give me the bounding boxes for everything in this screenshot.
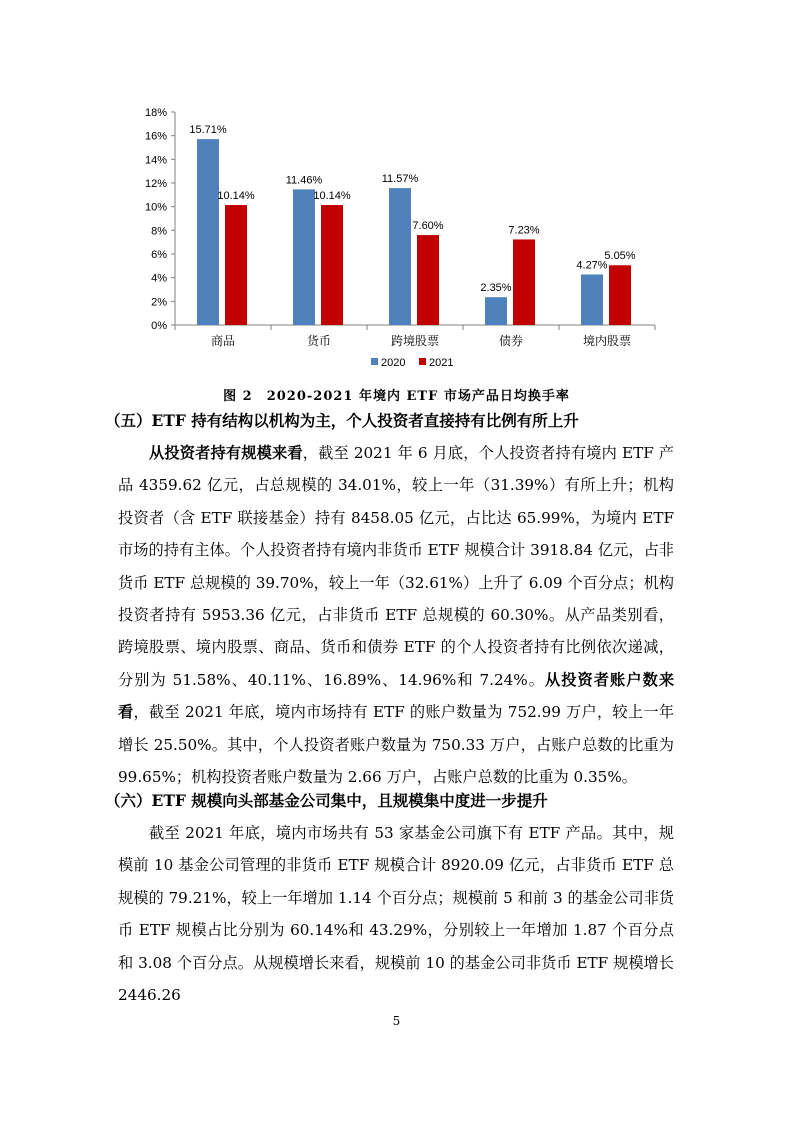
category-label: 货币 bbox=[306, 334, 332, 348]
paragraph-concentration: 截至 2021 年底，境内市场共有 53 家基金公司旗下有 ETF 产品。其中，规模前 10 基金公司管理的非货币 ETF 规模合计 8920.09 亿元，占非货币 ETF 总规模的 79.21%，较上一年增加 1.14 个百分点；规模前 5 和前 3 的基金公司非货币 ETF 规模占比分别为 60.14%和 43.29%，分别较上一年增加 1.87 个百分点和 3.08 个百分点。从规模增长来看，规模前 10 的基金公司非货币 ETF 规模增长 2446.26 bbox=[118, 824, 674, 1005]
chart-data-labels bbox=[189, 124, 635, 294]
chart-legend bbox=[371, 357, 453, 369]
data-label-2021: 10.14% bbox=[313, 190, 351, 203]
y-tick-label: 6% bbox=[151, 249, 167, 261]
data-label-2021: 10.14% bbox=[217, 190, 255, 203]
legend-swatch-2020 bbox=[371, 358, 378, 365]
bold-lead-holding-scale: 从投资者持有规模来看 bbox=[149, 444, 303, 462]
y-tick-label: 4% bbox=[151, 272, 167, 285]
data-label-2020: 11.46% bbox=[285, 174, 323, 187]
category-label: 境内股票 bbox=[582, 334, 632, 348]
bar-2020 bbox=[389, 188, 411, 325]
bar-2020 bbox=[293, 189, 315, 325]
bar-2020 bbox=[485, 297, 507, 325]
data-label-2021: 7.60% bbox=[412, 220, 444, 233]
bar-2020 bbox=[197, 139, 219, 325]
bold-lead-account-count: 从投资者账户数来看 bbox=[118, 670, 675, 722]
bar-2021 bbox=[609, 265, 631, 325]
data-label-2020: 4.27% bbox=[576, 259, 608, 272]
page-number: 5 bbox=[392, 1014, 401, 1028]
bar-2021 bbox=[225, 205, 247, 325]
text-account-count: ，截至 2021 年底，境内市场持有 ETF 的账户数量为 752.99 万户，较上一年增长 25.50%。其中，个人投资者账户数量为 750.33 万户，占账户总数的比重为 99.65%；机构投资者账户数量为 2.66 万户，占账户总数的比重为 0.35%。 bbox=[118, 703, 675, 787]
legend-label-2021: 2021 bbox=[429, 357, 454, 369]
data-label-2021: 7.23% bbox=[508, 224, 540, 237]
turnover-bar-chart bbox=[0, 0, 793, 380]
legend-swatch-2021 bbox=[419, 358, 426, 365]
section-heading-6: （六）ETF 规模向头部基金公司集中，且规模集中度进一步提升 bbox=[105, 791, 548, 810]
y-tick-label: 8% bbox=[151, 225, 167, 238]
figure-caption: 图 2 2020-2021 年境内 ETF 市场产品日均换手率 bbox=[223, 389, 570, 404]
category-label: 债券 bbox=[498, 334, 524, 348]
y-tick-label: 16% bbox=[144, 130, 167, 143]
y-tick-label: 2% bbox=[151, 296, 167, 309]
y-tick-label: 10% bbox=[144, 201, 167, 214]
data-label-2020: 11.57% bbox=[381, 173, 419, 186]
section-heading-5: （五）ETF 持有结构以机构为主，个人投资者直接持有比例有所上升 bbox=[105, 411, 579, 430]
y-tick-label: 0% bbox=[151, 320, 167, 332]
y-tick-label: 12% bbox=[144, 178, 167, 190]
bar-2021 bbox=[321, 205, 343, 325]
y-tick-label: 14% bbox=[144, 154, 167, 167]
y-tick-label: 18% bbox=[144, 107, 167, 119]
bar-2020 bbox=[581, 274, 603, 325]
data-label-2020: 15.71% bbox=[189, 124, 227, 137]
data-label-2021: 5.05% bbox=[604, 250, 636, 263]
paragraph-investor-structure bbox=[118, 437, 674, 793]
bar-2021 bbox=[417, 235, 439, 325]
data-label-2020: 2.35% bbox=[480, 282, 512, 295]
legend-label-2020: 2020 bbox=[381, 357, 406, 369]
category-label: 商品 bbox=[210, 334, 236, 348]
text-holding-scale: ，截至 2021 年 6 月底，个人投资者持有境内 ETF 产品 4359.62 亿元，占总规模的 34.01%，较上一年（31.39%）有所上升；机构投资者（含 ETF 联接基金）持有 8458.05 亿元，占比达 65.99%，为境内 ETF 市场的持有主体。个人投资者持有境内非货币 ETF 规模合计 3918.84 亿元，占非货币 ETF 总规模的 39.70%，较上一年（32.61%）上升了 6.09 个百分点；机构投资者持有 5953.36 亿元，占非货币 ETF 总规模的 60.30%。从产品类别看，跨境股票、境内股票、商品、货币和债券 ETF 的个人投资者持有比例依次递减，分别为 51.58%、40.11%、16.89%、14.96%和 7.24%。 bbox=[118, 444, 674, 689]
bar-2021 bbox=[513, 239, 535, 325]
category-label: 跨境股票 bbox=[390, 334, 440, 348]
chart-category-labels bbox=[211, 333, 631, 348]
